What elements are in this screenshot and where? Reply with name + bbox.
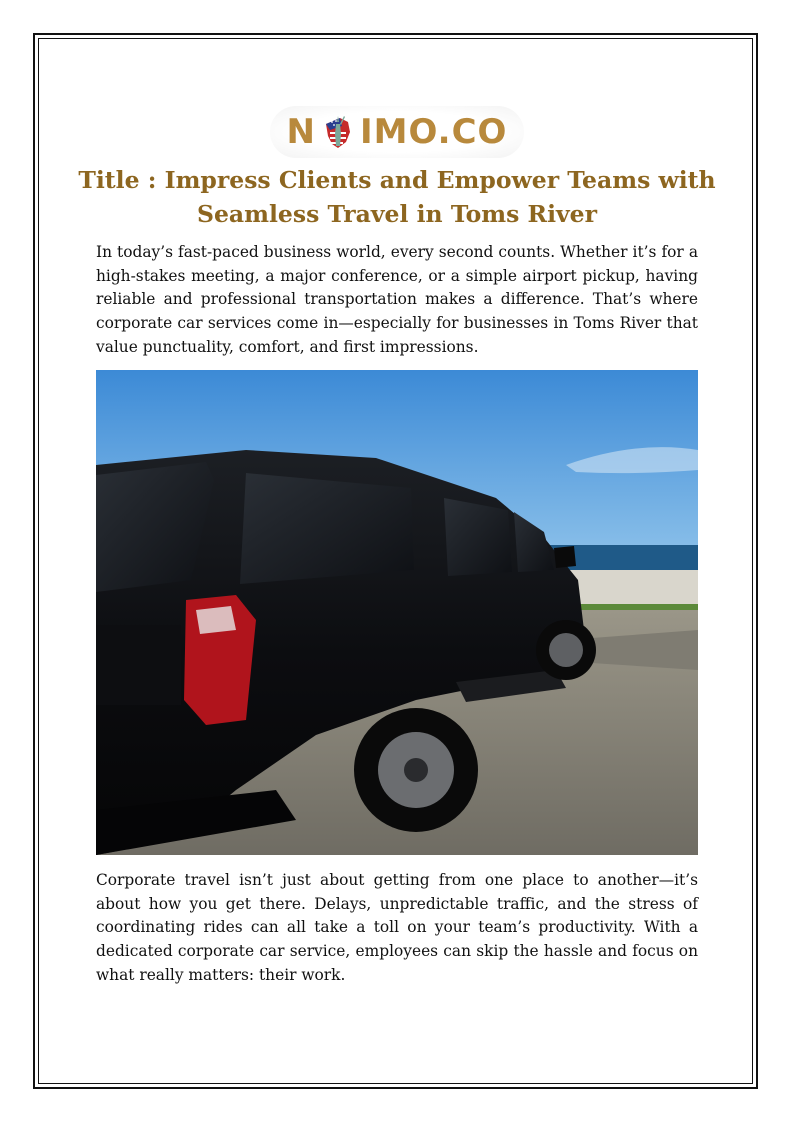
body-paragraph: Corporate travel isn’t just about getting from one place to another—it’s about how you get there. Delays, unpredictable traffic, and the stress of coordinating rides can all take a toll on your team’s productivity. With a dedicated corporate car service, employees can skip the hassle and focus on what really matters: their work. <box>96 871 698 984</box>
intro-paragraph: In today’s fast-paced business world, every second counts. Whether it’s for a high-stakes meeting, a major conference, or a simple airport pickup, having reliable and professional transportation makes a difference. That’s where corporate car services come in—especially for businesses in Toms River that value punctuality, comfort, and first impressions. <box>96 243 698 356</box>
logo-text-left: N <box>286 112 317 152</box>
logo-wordmark <box>287 112 508 152</box>
black-suv-photo <box>96 370 698 855</box>
document-title: Title : Impress Clients and Empower Teams with Seamless Travel in Toms River <box>78 166 716 228</box>
brand-logo <box>270 106 524 158</box>
logo-text-right: IMO.CO <box>360 112 508 152</box>
statue-of-liberty-flag-icon <box>318 112 358 152</box>
